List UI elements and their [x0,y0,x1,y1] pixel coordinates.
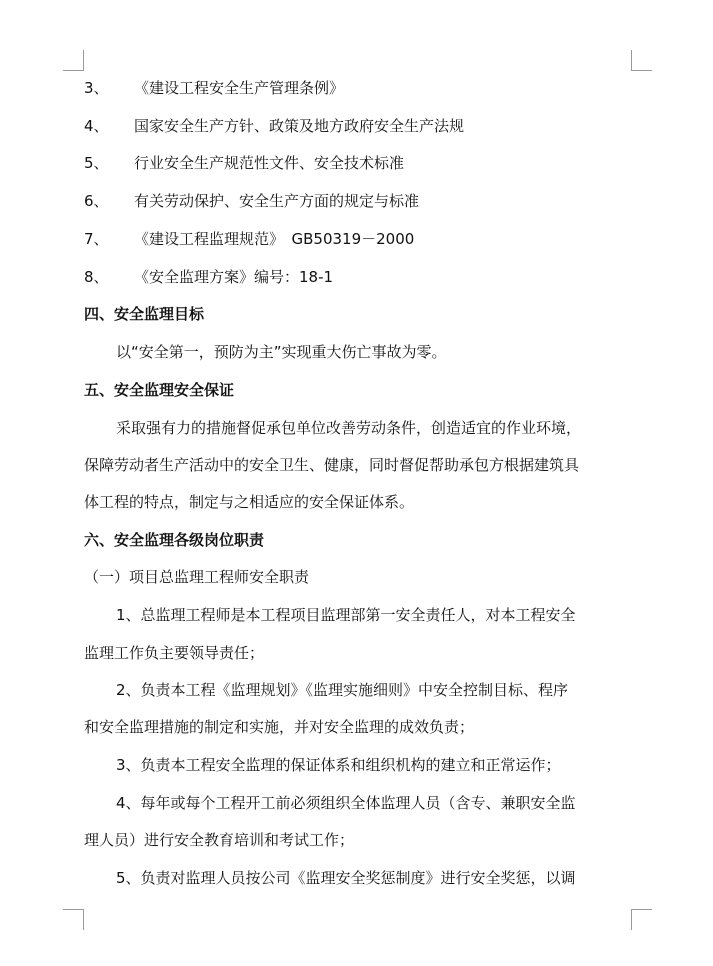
section-heading-guarantee: 五、安全监理安全保证 [84,381,235,399]
paragraph-line: 保障劳动者生产活动中的安全卫生、健康，同时督促帮助承包方根据建筑具 [84,456,580,474]
paragraph-line: 理人员）进行安全教育培训和考试工作； [84,831,355,849]
list-item: 5、 行业安全生产规范性文件、安全技术标准 [84,154,405,172]
paragraph-line: 采取强有力的措施督促承包单位改善劳动条件，创造适宜的作业环境， [116,419,582,437]
list-item: 8、 《安全监理方案》编号：18-1 [84,268,334,286]
page-corner-mark-bottom-right [631,909,652,930]
paragraph-line: 和安全监理措施的制定和实施，并对安全监理的成效负责； [84,718,475,736]
list-item: 3、 《建设工程安全生产管理条例》 [84,79,345,97]
section-heading-duties: 六、安全监理各级岗位职责 [84,531,265,549]
subheading-chief-engineer: （一）项目总监理工程师安全职责 [84,568,310,586]
paragraph-line: 2、负责本工程《监理规划》《监理实施细则》中安全控制目标、程序 [116,681,569,699]
paragraph-line: 监理工作负主要领导责任； [84,644,265,662]
paragraph-line: 4、每年或每个工程开工前必须组织全体监理人员（含专、兼职安全监 [116,794,576,812]
page-corner-mark-top-left [63,50,84,71]
paragraph-line: 5、负责对监理人员按公司《监理安全奖惩制度》进行安全奖惩，以调 [116,869,576,887]
list-item: 4、 国家安全生产方针、政策及地方政府安全生产法规 [84,117,465,135]
paragraph-line: 3、负责本工程安全监理的保证体系和组织机构的建立和正常运作； [116,756,561,774]
list-item: 7、 《建设工程监理规范》 GB50319－2000 [84,230,415,248]
section-heading-goal: 四、安全监理目标 [84,305,205,323]
page-corner-mark-top-right [631,50,652,71]
paragraph-line: 体工程的特点，制定与之相适应的安全保证体系。 [84,493,415,511]
page-corner-mark-bottom-left [63,909,84,930]
paragraph-line: 1、总监理工程师是本工程项目监理部第一安全责任人，对本工程安全 [116,606,576,624]
list-item: 6、 有关劳动保护、安全生产方面的规定与标准 [84,192,420,210]
paragraph-line: 以“安全第一，预防为主”实现重大伤亡事故为零。 [116,343,447,361]
